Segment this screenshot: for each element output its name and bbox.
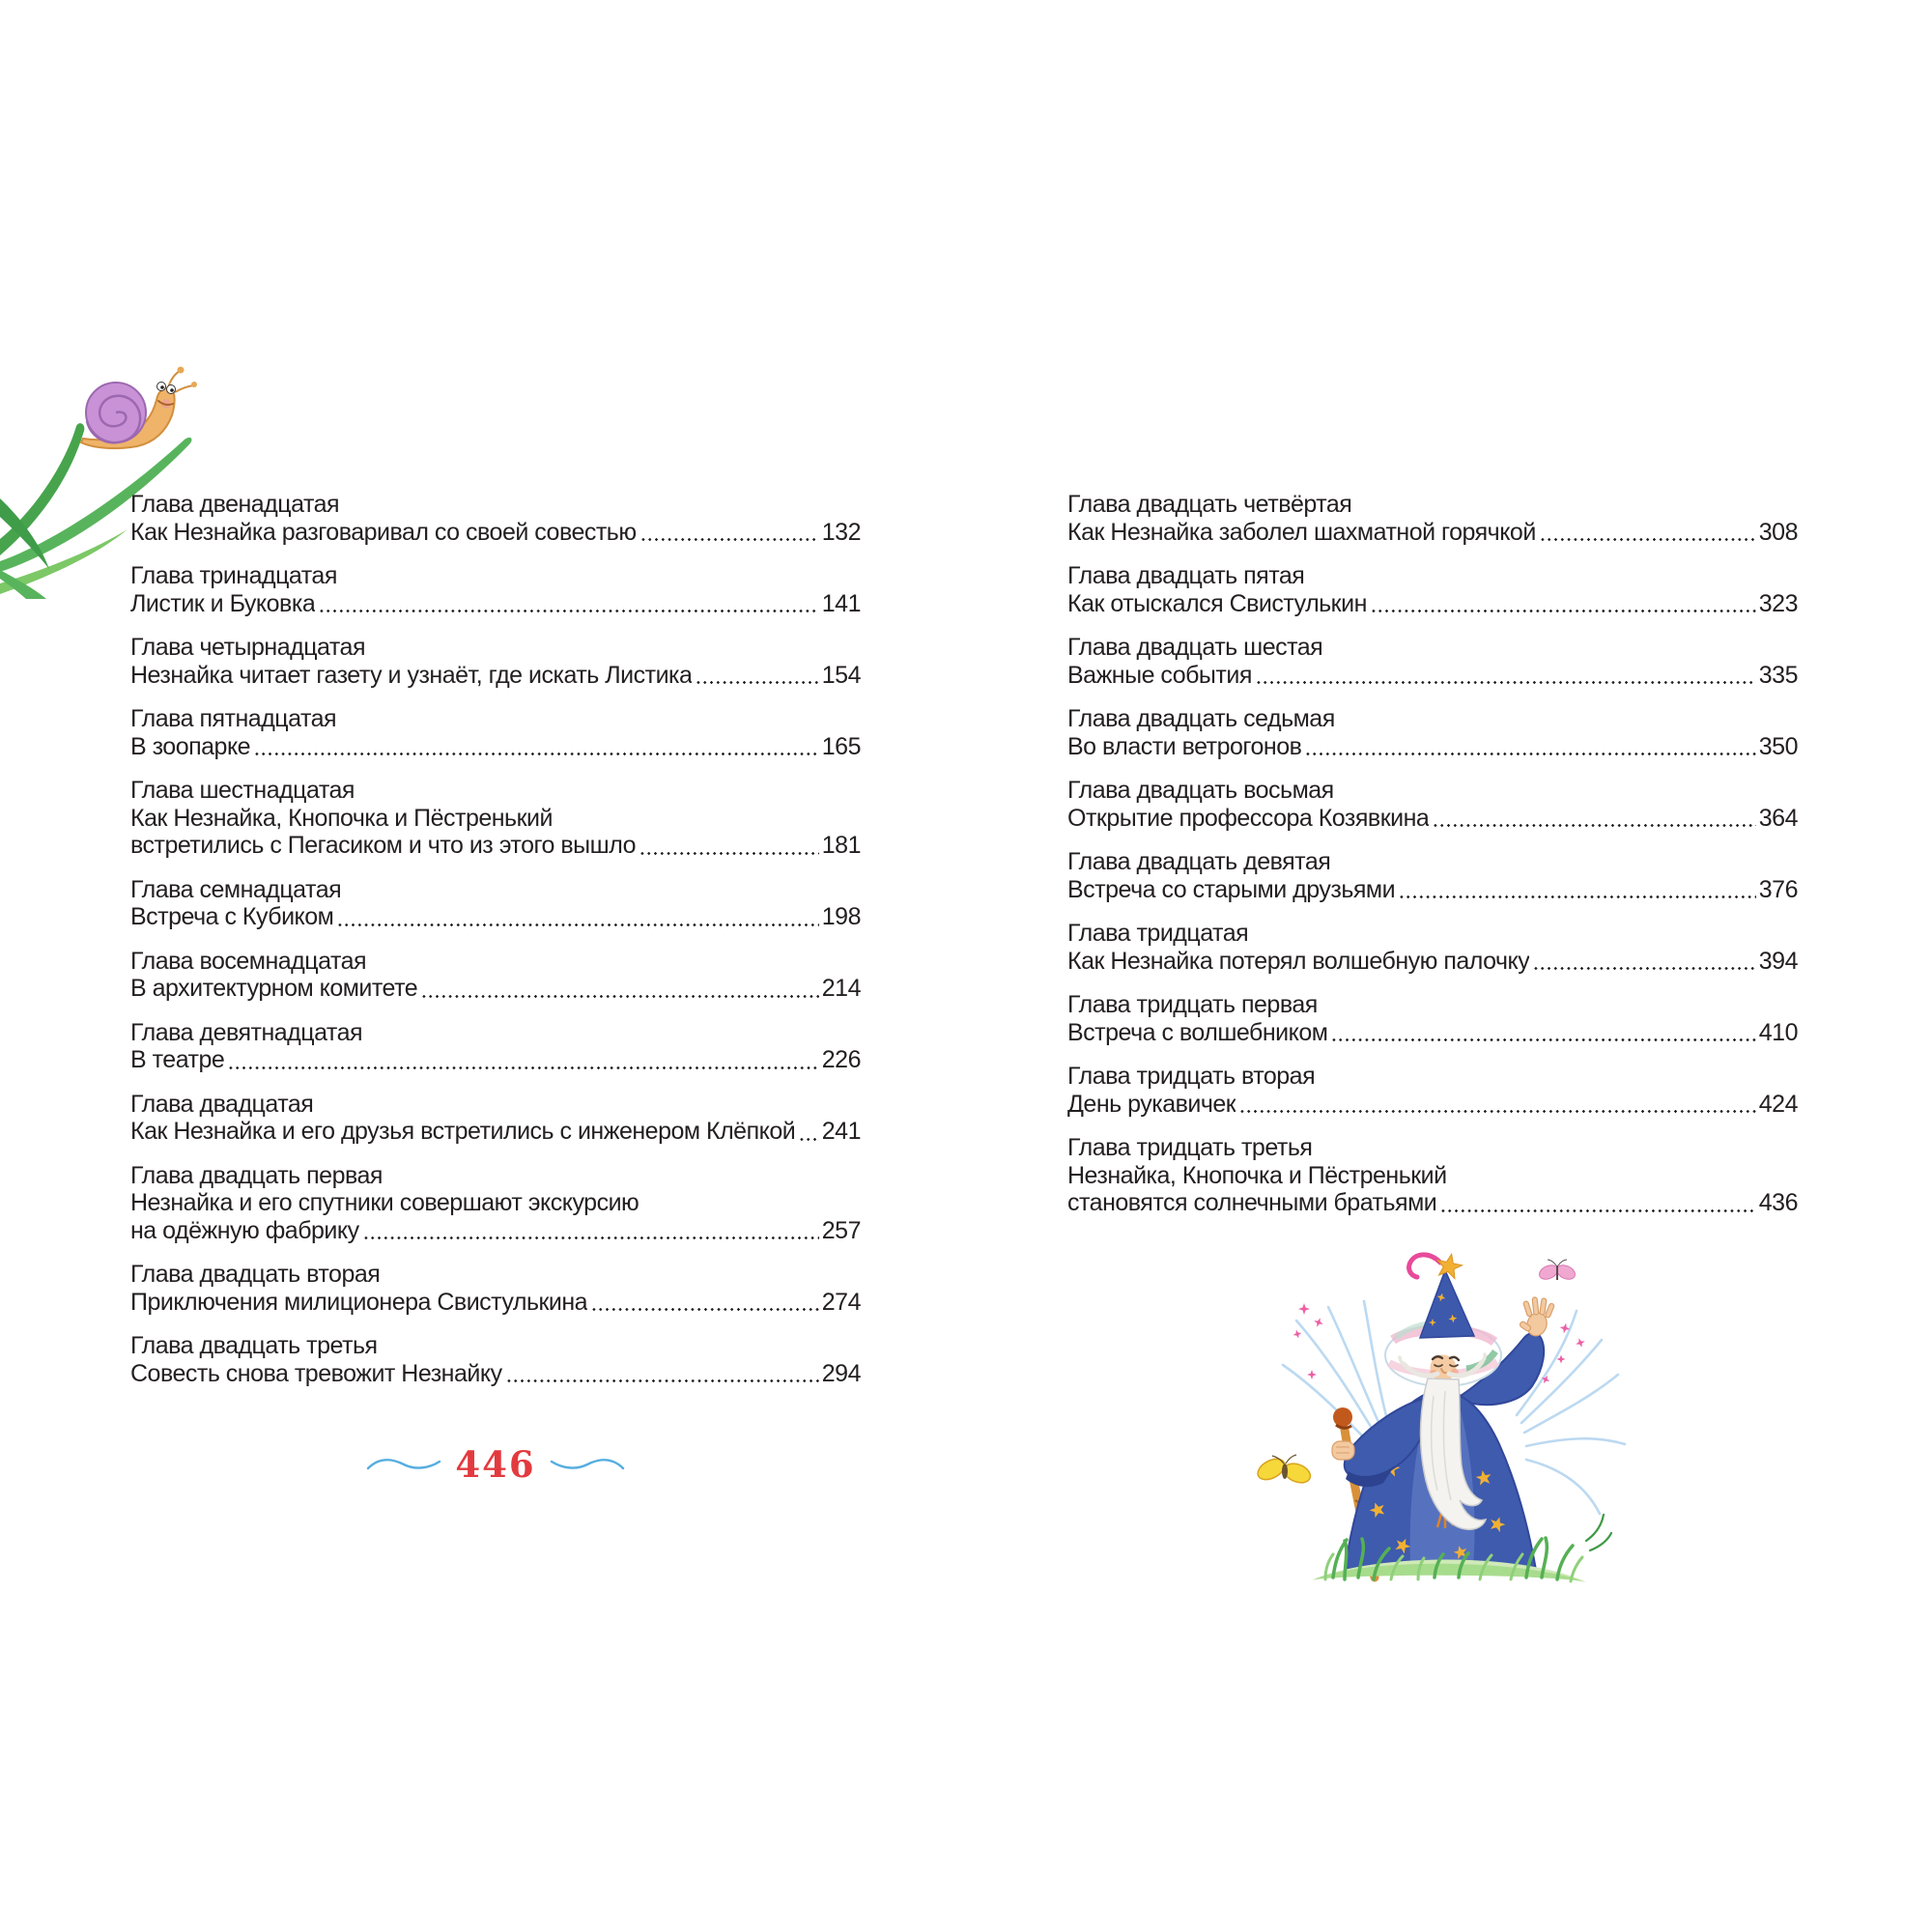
dot-leader bbox=[799, 1137, 819, 1142]
toc-line bbox=[1067, 733, 1798, 761]
chapter-heading: Глава двадцать седьмая bbox=[1067, 705, 1335, 732]
toc-entry bbox=[130, 1162, 861, 1245]
toc-line bbox=[130, 832, 861, 860]
toc-entry bbox=[1067, 705, 1798, 760]
chapter-title-text: Листик и Буковка bbox=[130, 589, 316, 617]
toc-line bbox=[1067, 1189, 1798, 1217]
toc-line bbox=[130, 1217, 861, 1245]
toc-entry bbox=[1067, 848, 1798, 903]
toc-line bbox=[1067, 1091, 1798, 1119]
toc-entry bbox=[130, 705, 861, 760]
chapter-heading: Глава двадцать девятая bbox=[1067, 848, 1331, 875]
dot-leader bbox=[319, 609, 819, 613]
chapter-heading: Глава двадцать первая bbox=[130, 1161, 383, 1189]
toc-entry bbox=[1067, 777, 1798, 832]
chapter-heading: Глава двадцать третья bbox=[130, 1332, 378, 1359]
chapter-heading: Глава двадцать пятая bbox=[1067, 562, 1305, 589]
chapter-title-text: В зоопарке bbox=[130, 732, 251, 760]
toc-line bbox=[130, 1360, 861, 1388]
chapter-page-number: 241 bbox=[821, 1118, 861, 1145]
chapter-title-text: Незнайка читает газету и узнаёт, где искать Листика bbox=[130, 661, 693, 689]
toc-column-left bbox=[130, 491, 861, 1404]
chapter-title-text: Как отыскался Свистулькин bbox=[1067, 589, 1367, 617]
chapter-heading: Глава двадцатая bbox=[130, 1090, 314, 1118]
chapter-page-number: 181 bbox=[821, 832, 861, 859]
toc-line bbox=[1067, 519, 1798, 547]
dot-leader bbox=[1371, 609, 1756, 613]
dot-leader bbox=[640, 537, 819, 542]
yellow-butterfly bbox=[1255, 1455, 1314, 1487]
chapter-heading: Глава тридцать первая bbox=[1067, 991, 1318, 1018]
toc-entry bbox=[130, 634, 861, 689]
chapter-page-number: 323 bbox=[1758, 589, 1798, 617]
toc-entry bbox=[130, 777, 861, 860]
toc-line bbox=[130, 903, 861, 931]
hat-star bbox=[1435, 1252, 1463, 1280]
toc-entry bbox=[1067, 991, 1798, 1046]
chapter-page-number: 257 bbox=[821, 1216, 861, 1244]
chapter-heading: Глава тридцатая bbox=[1067, 920, 1249, 947]
chapter-page-number: 410 bbox=[1758, 1018, 1798, 1046]
chapter-heading: Глава шестнадцатая bbox=[130, 777, 355, 804]
chapter-subtitle: Как Незнайка, Кнопочка и Пёстренький bbox=[130, 804, 553, 832]
chapter-page-number: 214 bbox=[821, 975, 861, 1002]
book-page-number: 446 bbox=[455, 1443, 536, 1486]
dot-leader bbox=[421, 994, 819, 999]
dot-leader bbox=[1331, 1037, 1755, 1042]
toc-line bbox=[1067, 1019, 1798, 1047]
chapter-title-text: Как Незнайка потерял волшебную палочку bbox=[1067, 947, 1530, 975]
dot-leader bbox=[1533, 966, 1756, 971]
wizard-grip-hand bbox=[1332, 1441, 1354, 1460]
chapter-subtitle: Незнайка, Кнопочка и Пёстренький bbox=[1067, 1161, 1447, 1189]
dot-leader bbox=[639, 851, 819, 856]
chapter-heading: Глава двадцать вторая bbox=[130, 1261, 381, 1288]
dot-leader bbox=[1399, 895, 1756, 899]
toc-entry bbox=[130, 876, 861, 931]
dot-leader bbox=[254, 752, 819, 756]
dot-leader bbox=[506, 1378, 819, 1383]
chapter-title-text: на одёжную фабрику bbox=[130, 1216, 359, 1244]
chapter-page-number: 154 bbox=[821, 661, 861, 689]
toc-entry bbox=[1067, 634, 1798, 689]
dot-leader bbox=[1239, 1109, 1756, 1114]
toc-line bbox=[130, 1118, 861, 1146]
chapter-heading: Глава тридцать вторая bbox=[1067, 1063, 1316, 1090]
toc-entry bbox=[130, 1091, 861, 1146]
chapter-title-text: Приключения милиционера Свистулькина bbox=[130, 1288, 588, 1316]
chapter-title-text: Как Незнайка заболел шахматной горячкой bbox=[1067, 518, 1536, 546]
chapter-title-text: Важные события bbox=[1067, 661, 1252, 689]
chapter-title-text: Встреча со старыми друзьями bbox=[1067, 875, 1396, 903]
chapter-page-number: 424 bbox=[1758, 1090, 1798, 1118]
chapter-subtitle: Незнайка и его спутники совершают экскурсию bbox=[130, 1189, 639, 1216]
toc-line bbox=[1067, 662, 1798, 690]
wave-ornament-left-icon bbox=[366, 1456, 441, 1473]
chapter-title-text: В архитектурном комитете bbox=[130, 975, 418, 1002]
chapter-title-text: становятся солнечными братьями bbox=[1067, 1189, 1437, 1216]
chapter-heading: Глава пятнадцатая bbox=[130, 705, 337, 732]
chapter-page-number: 165 bbox=[821, 732, 861, 760]
chapter-heading: Глава тринадцатая bbox=[130, 562, 337, 589]
toc-entry bbox=[130, 562, 861, 617]
chapter-page-number: 141 bbox=[821, 589, 861, 617]
chapter-heading: Глава восемнадцатая bbox=[130, 947, 367, 975]
chapter-page-number: 376 bbox=[1758, 875, 1798, 903]
toc-entry bbox=[130, 491, 861, 546]
chapter-heading: Глава двенадцатая bbox=[130, 491, 340, 518]
chapter-page-number: 198 bbox=[821, 903, 861, 930]
chapter-page-number: 274 bbox=[821, 1288, 861, 1316]
dot-leader bbox=[228, 1065, 818, 1070]
toc-line bbox=[130, 1046, 861, 1074]
toc-column-right bbox=[1067, 491, 1798, 1234]
chapter-page-number: 394 bbox=[1758, 947, 1798, 975]
toc-entry bbox=[130, 1332, 861, 1387]
chapter-title-text: В театре bbox=[130, 1046, 225, 1073]
chapter-heading: Глава девятнадцатая bbox=[130, 1018, 363, 1046]
toc-line bbox=[130, 662, 861, 690]
chapter-page-number: 226 bbox=[821, 1046, 861, 1073]
chapter-page-number: 350 bbox=[1758, 732, 1798, 760]
chapter-title-text: Встреча с волшебником bbox=[1067, 1018, 1328, 1046]
toc-line bbox=[1067, 590, 1798, 618]
chapter-title-text: Открытие профессора Козявкина bbox=[1067, 804, 1430, 832]
toc-line bbox=[1067, 948, 1798, 976]
chapter-title-text: Во власти ветрогонов bbox=[1067, 732, 1302, 760]
chapter-heading: Глава двадцать шестая bbox=[1067, 634, 1323, 661]
chapter-page-number: 335 bbox=[1758, 661, 1798, 689]
dot-leader bbox=[1305, 752, 1755, 756]
wave-ornament-right-icon bbox=[550, 1456, 625, 1473]
toc-entry bbox=[130, 948, 861, 1003]
toc-line bbox=[130, 590, 861, 618]
chapter-title-text: Как Незнайка разговаривал со своей совестью bbox=[130, 518, 637, 546]
dot-leader bbox=[1433, 823, 1755, 828]
chapter-title-text: встретились с Пегасиком и что из этого вышло bbox=[130, 832, 636, 859]
dot-leader bbox=[1540, 537, 1756, 542]
chapter-heading: Глава двадцать четвёртая bbox=[1067, 491, 1352, 518]
dot-leader bbox=[1440, 1208, 1756, 1213]
wizard-open-hand bbox=[1519, 1297, 1554, 1339]
chapter-heading: Глава семнадцатая bbox=[130, 875, 342, 903]
toc-entry bbox=[130, 1261, 861, 1316]
toc-line bbox=[130, 975, 861, 1003]
chapter-title-text: Совесть снова тревожит Незнайку bbox=[130, 1359, 502, 1387]
toc-line bbox=[130, 519, 861, 547]
chapter-page-number: 132 bbox=[821, 518, 861, 546]
chapter-title-text: Встреча с Кубиком bbox=[130, 903, 334, 930]
chapter-title-text: Как Незнайка и его друзья встретились с инженером Клёпкой bbox=[130, 1118, 796, 1145]
chapter-page-number: 308 bbox=[1758, 518, 1798, 546]
dot-leader bbox=[337, 923, 818, 927]
dot-leader bbox=[363, 1236, 819, 1240]
toc-line bbox=[130, 1289, 861, 1317]
chapter-heading: Глава двадцать восьмая bbox=[1067, 777, 1334, 804]
dot-leader bbox=[1256, 680, 1756, 685]
chapter-page-number: 436 bbox=[1758, 1189, 1798, 1216]
wizard-illustration bbox=[1236, 1251, 1642, 1604]
pink-butterfly bbox=[1537, 1260, 1577, 1282]
dot-leader bbox=[591, 1307, 819, 1312]
dot-leader bbox=[696, 680, 818, 685]
page-footer bbox=[130, 1445, 861, 1484]
chapter-title-text: День рукавичек bbox=[1067, 1090, 1236, 1118]
toc-entry bbox=[1067, 1134, 1798, 1217]
toc-entry bbox=[1067, 1063, 1798, 1118]
toc-line bbox=[1067, 876, 1798, 904]
chapter-page-number: 294 bbox=[821, 1359, 861, 1387]
chapter-heading: Глава тридцать третья bbox=[1067, 1134, 1313, 1161]
toc-entry bbox=[1067, 920, 1798, 975]
chapter-page-number: 364 bbox=[1758, 804, 1798, 832]
toc-entry bbox=[1067, 562, 1798, 617]
toc-entry bbox=[1067, 491, 1798, 546]
toc-line bbox=[1067, 805, 1798, 833]
toc-entry bbox=[130, 1019, 861, 1074]
toc-line bbox=[130, 733, 861, 761]
chapter-heading: Глава четырнадцатая bbox=[130, 634, 365, 661]
